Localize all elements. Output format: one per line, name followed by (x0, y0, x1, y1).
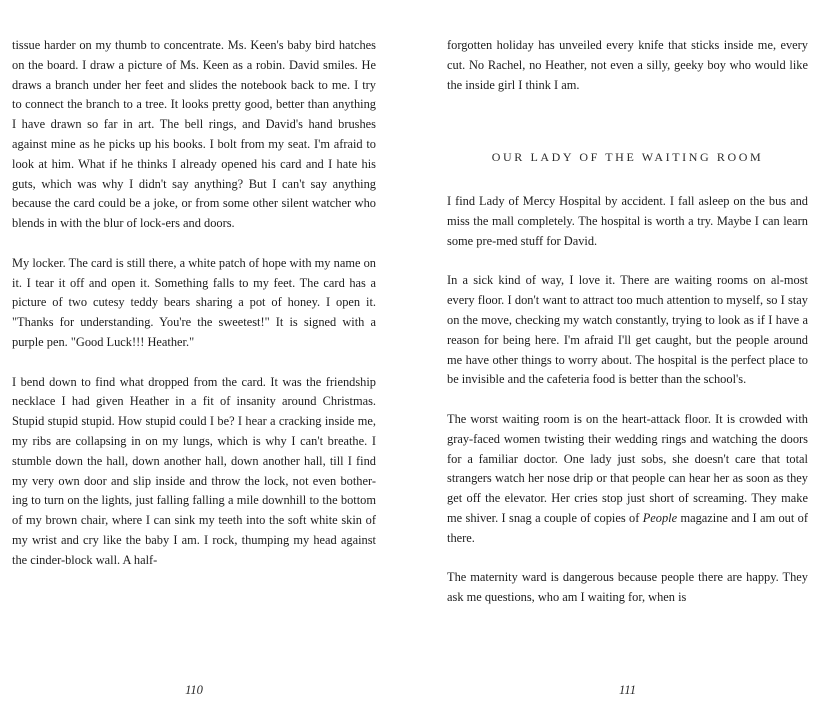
right-paragraph-4: The maternity ward is dangerous because people there are happy. They ask me questions, who am I waiting for, when is (447, 570, 808, 605)
left-paragraph-2: My locker. The card is still there, a white patch of hope with my name on it. I tear it off and open it. Something falls to my feet. The card has a picture of two cutesy teddy bears sharing a pot of honey. I open it. "Thanks for understanding. You're the sweetest!" It is signed with a purple pen. "Good Luck!!! Heather." (12, 255, 376, 349)
left-paragraph-3: I bend down to find what dropped from the card. It was the friendship necklace I had given Heather in a fit of insanity around Christmas. Stupid stupid stupid. How stupid could I be? I hear a cracking inside me, my ribs are collapsing in on my lungs, which is why I can't breathe. I stumble down the hall, down another hall, down another hall, till I find my very own door and slip inside and throw the lock, not even bother-ing to turn on the lights, just falling falling a mile downhill to the bottom of my brown chair, where I can sink my teeth into the soft white skin of my wrist and cry like the baby I am. I rock, thumping my head against the cinder-block wall. A half- (12, 374, 376, 567)
chapter-title: OUR LADY OF THE WAITING ROOM (491, 150, 764, 165)
right-page (447, 0, 808, 714)
left-page (12, 0, 376, 714)
page-number-right: 111 (619, 683, 636, 697)
left-paragraph-1: tissue harder on my thumb to concentrate. Ms. Keen's baby bird hatches on the board. I draw a picture of Ms. Keen as a robin. David smiles. He draws a branch under her feet and slides the notebook back to me. I try to connect the branch to a tree. It looks pretty good, better than anything I have drawn so far in art. The bell rings, and David's hand brushes against mine as he picks up his books. I bolt from my seat. I'm afraid to look at him. What if he thinks I already opened his card and I hate his guts, which was why I didn't say anything? But I can't say anything because the card could be a joke, or from some other silent watcher who blends in with the blur of lock-ers and doors. (12, 38, 376, 231)
paragraph-3-text-before: The worst waiting room is on the heart-attack floor. It is crowded with gray-faced women twisting their wedding rings and watching the doors for a familiar doctor. One lady just sobs, she doesn't care that total strangers watch her nose drip or that people can hear her as soon as they get off the elevator. Her cries stop just short of screaming. They make me shiver. I snag a couple of copies of (447, 411, 808, 525)
right-paragraph-3 (447, 410, 808, 549)
right-paragraph-1: I find Lady of Mercy Hospital by accident. I fall asleep on the bus and miss the mall completely. The hospital is worth a try. Maybe I can learn some pre-med stuff for David. (447, 194, 808, 248)
left-page-text (12, 36, 376, 571)
page-number-left: 110 (185, 683, 203, 697)
right-opening-paragraph: forgotten holiday has unveiled every knife that sticks inside me, every cut. No Rachel, no Heather, not even a silly, geeky boy who would like the inside girl I think I am. (447, 38, 808, 92)
magazine-title: People (642, 510, 678, 525)
right-page-text (447, 36, 808, 608)
paragraph-3-text-after: magazine and I am out of there. (447, 510, 808, 545)
right-paragraph-2: In a sick kind of way, I love it. There are waiting rooms on al-most every floor. I don't want to attract too much attention to myself, so I stay on the move, checking my watch constantly, trying to look as if I have a reason for being here. I'm afraid I'll get caught, but the people around me have other things to worry about. The hospital is the perfect place to be invisible and the cafeteria food is better than the school's. (447, 273, 808, 387)
